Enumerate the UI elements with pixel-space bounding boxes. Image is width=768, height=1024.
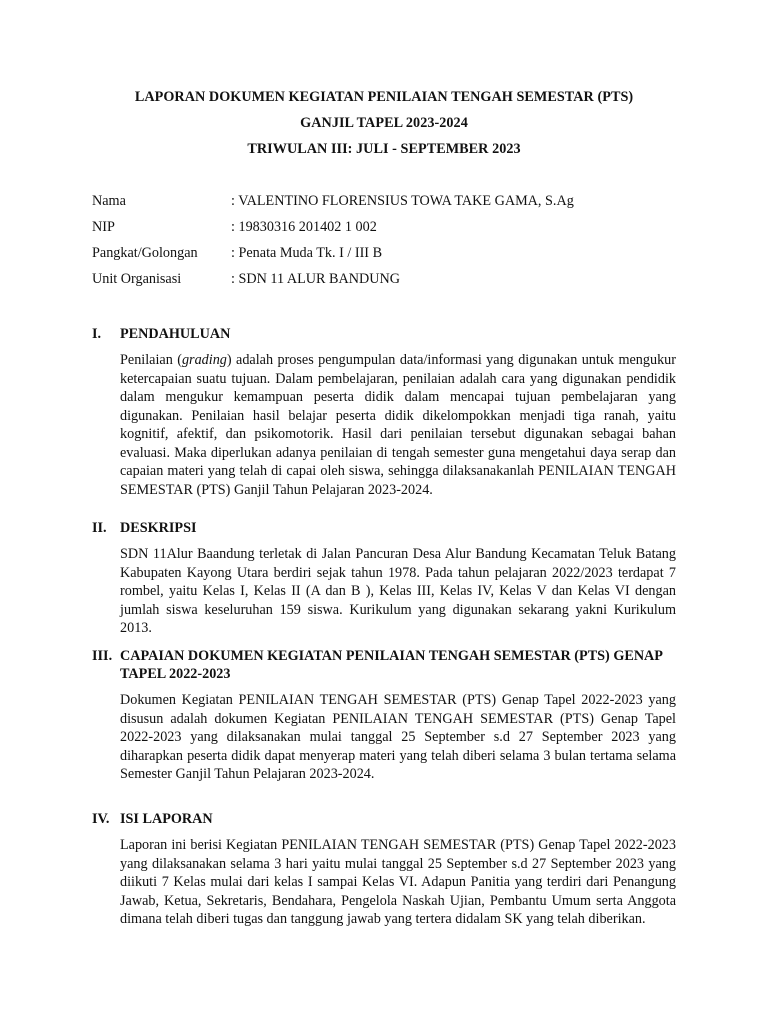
identity-row-unit (92, 270, 682, 296)
section-heading (92, 810, 676, 828)
section-number: II. (92, 520, 107, 536)
identity-label: Nama (92, 193, 126, 209)
identity-row-name (92, 192, 682, 218)
section-body: Dokumen Kegiatan PENILAIAN TENGAH SEMESTAR (PTS) Genap Tapel 2022-2023 yang disusun adalah dokumen Kegiatan PENILAIAN TENGAH SEMESTAR (PTS) Genap Tapel 2022-2023 yang dilaksanakan mulai tanggal 25 September s.d 27 September 2023 yang diharapkan peserta didik dapat menyerap materi yang telah diberi selama 3 bulan tertama selama Semester Ganjil Tahun Pelajaran 2023-2024. (120, 692, 676, 782)
section-description (92, 519, 676, 638)
report-subtitle-term: GANJIL TAPEL 2023-2024 (300, 115, 468, 131)
report-subtitle-quarter: TRIWULAN III: JULI - SEPTEMBER 2023 (247, 141, 521, 157)
identity-value: : 19830316 201402 1 002 (231, 219, 377, 235)
identity-row-rank (92, 244, 682, 270)
section-report-content (92, 810, 676, 929)
section-body-italic: grading (181, 352, 227, 368)
section-body-text: Penilaian ( (120, 352, 182, 368)
section-number: IV. (92, 811, 110, 827)
section-heading (92, 519, 676, 537)
report-title: LAPORAN DOKUMEN KEGIATAN PENILAIAN TENGAH SEMESTAR (PTS) (134, 89, 634, 105)
section-title: PENDAHULUAN (120, 326, 231, 342)
section-achievement (92, 647, 676, 784)
section-body: SDN 11Alur Baandung terletak di Jalan Pancuran Desa Alur Bandung Kecamatan Teluk Batang Kabupaten Kayong Utara berdiri sejak tahun 1978. Pada tahun pelajaran 2022/2023 terdapat 7 rombel, yaitu Kelas I, Kelas II (A dan B ), Kelas III, Kelas IV, Kelas V dan Kelas VI dengan jumlah siswa keseluruhan 159 siswa. Kurikulum yang digunakan sekarang yakni Kurikulum 2013. (120, 546, 676, 636)
section-body (120, 351, 676, 499)
section-heading (92, 647, 676, 683)
section-number: III. (92, 648, 113, 664)
section-body: Laporan ini berisi Kegiatan PENILAIAN TENGAH SEMESTAR (PTS) Genap Tapel 2022-2023 yang dilaksanakan selama 3 hari yaitu mulai tanggal 25 September s.d 27 September 2023 yang diikuti 7 Kelas mulai dari kelas I sampai Kelas VI. Adapun Panitia yang terdiri dari Penangung Jawab, Ketua, Sekretaris, Bendahara, Pengelola Naskah Ujian, Pembantu Umum serta Anggota dimana telah diberi tugas dan tanggung jawab yang tertera didalam SK yang telah diberikan. (120, 837, 676, 927)
identity-block (92, 192, 682, 296)
identity-value: : SDN 11 ALUR BANDUNG (231, 271, 400, 287)
section-title: CAPAIAN DOKUMEN KEGIATAN PENILAIAN TENGAH SEMESTAR (PTS) GENAP TAPEL 2022-2023 (120, 648, 663, 682)
identity-value: : VALENTINO FLORENSIUS TOWA TAKE GAMA, S.Ag (231, 193, 574, 209)
section-heading (92, 325, 676, 343)
identity-label: Pangkat/Golongan (92, 245, 198, 261)
identity-label: NIP (92, 219, 115, 235)
section-title: DESKRIPSI (120, 520, 197, 536)
section-body-text: ) adalah proses pengumpulan data/informasi yang digunakan untuk mengukur ketercapaian suatu tujuan. Dalam pembelajaran, penilaian adalah cara yang digunakan pendidik dalam mengukur kemampuan peserta didik dalam mencapai tujuan pembelajaran yang digunakan. Penilaian hasil belajar peserta didik dikelompokkan menjadi tiga ranah, yaitu kognitif, afektif, dan psikomotorik. Hasil dari penilaian tersebut digunakan sebagai bahan evaluasi. Maka diperlukan adanya penilaian di tengah semester guna mengetahui daya serap dan capaian materi yang telah di capai oleh siswa, sehingga dilaksanakanlah PENILAIAN TENGAH SEMESTAR (PTS) Ganjil Tahun Pelajaran 2023-2024. (120, 352, 676, 498)
identity-row-nip (92, 218, 682, 244)
section-introduction (92, 325, 676, 499)
identity-value: : Penata Muda Tk. I / III B (231, 245, 383, 261)
identity-label: Unit Organisasi (92, 271, 182, 287)
section-number: I. (92, 326, 102, 342)
section-title: ISI LAPORAN (120, 811, 213, 827)
